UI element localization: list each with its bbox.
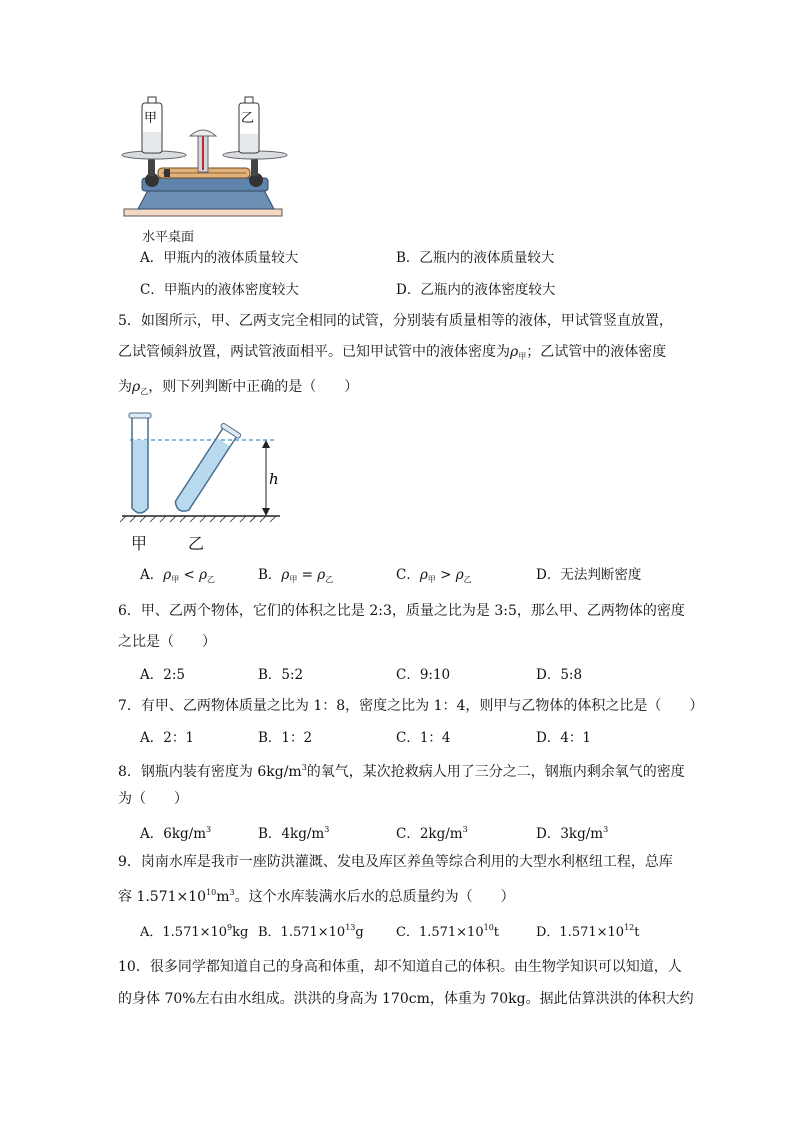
q7-line-1: 7．有甲、乙两物体质量之比为 1：8，密度之比为 1：4，则甲与乙物体的体积之比是（ ） bbox=[118, 698, 704, 714]
bottle-b-label: 乙 bbox=[241, 111, 255, 126]
tube-a-label: 甲 bbox=[131, 534, 148, 553]
q9-option-b[interactable]: B．$1.571\times 10^{13}g$ bbox=[258, 923, 364, 940]
q9-line-1: 9．岗南水库是我市一座防洪灌溉、发电及库区养鱼等综合利用的大型水利枢纽工程，总库 bbox=[118, 854, 673, 870]
q8-option-a[interactable]: A．$6kg/m^3$ bbox=[140, 825, 212, 842]
q8-option-c[interactable]: C．$2kg/m^3$ bbox=[396, 825, 468, 842]
q7-option-c[interactable]: C．1：4 bbox=[396, 730, 451, 746]
table-label: 水平桌面 bbox=[142, 230, 195, 245]
test-tube-b bbox=[170, 423, 241, 516]
q4-option-a[interactable]: A．甲瓶内的液体质量较大 bbox=[140, 250, 299, 266]
q5-line-2: 乙试管倾斜放置，两试管液面相平。已知甲试管中的液体密度为$\rho_甲$；乙试管中的液体密度 bbox=[118, 344, 667, 361]
q5-option-d[interactable]: D．无法判断密度 bbox=[536, 567, 642, 583]
q6-option-c[interactable]: C．9:10 bbox=[396, 667, 451, 683]
q9-option-d[interactable]: D．$1.571\times 10^{12}t$ bbox=[536, 923, 640, 940]
balance-scale-figure bbox=[118, 92, 288, 222]
q9-option-c[interactable]: C．$1.571\times 10^{10}t$ bbox=[396, 923, 500, 940]
tube-b-label: 乙 bbox=[188, 534, 205, 553]
q6-option-b[interactable]: B．5:2 bbox=[258, 667, 304, 683]
q5-option-c[interactable]: C．$\rho_甲 > \rho_乙$ bbox=[396, 567, 472, 584]
q5-line-1: 5．如图所示，甲、乙两支完全相同的试管，分别装有质量相等的液体，甲试管竖直放置， bbox=[118, 313, 673, 329]
q8-line-1: 8．钢瓶内装有密度为 $6kg/m^3$的氧气，某次抢救病人用了三分之二，钢瓶内剩余氧气的密度 bbox=[118, 763, 685, 780]
q7-option-d[interactable]: D．4：1 bbox=[536, 730, 592, 746]
q4-option-c[interactable]: C．甲瓶内的液体密度较大 bbox=[140, 282, 299, 298]
q4-option-b[interactable]: B．乙瓶内的液体质量较大 bbox=[396, 250, 555, 266]
bottle-a-label: 甲 bbox=[144, 111, 158, 126]
q7-option-a[interactable]: A．2：1 bbox=[140, 730, 194, 746]
height-label: h bbox=[269, 470, 279, 488]
q5-option-a[interactable]: A．$\rho_甲 < \rho_乙$ bbox=[140, 567, 216, 584]
q4-option-d[interactable]: D．乙瓶内的液体密度较大 bbox=[396, 282, 556, 298]
q8-option-d[interactable]: D．$3kg/m^3$ bbox=[536, 825, 609, 842]
q9-line-2: 容 $1.571\times 10^{10}m^3$。这个水库装满水后水的总质量约为（ ） bbox=[118, 888, 515, 905]
q6-line-1: 6．甲、乙两个物体，它们的体积之比是 2:3，质量之比为是 3:5，那么甲、乙两物体的密度 bbox=[118, 603, 685, 619]
q10-line-2: 的身体 70%左右由水组成。洪洪的身高为 170cm，体重为 70kg。据此估算洪洪的体积大约 bbox=[118, 991, 694, 1007]
q5-option-b[interactable]: B．$\rho_甲 = \rho_乙$ bbox=[258, 567, 334, 584]
q5-line-3: 为$\rho_乙$，则下列判断中正确的是（ ） bbox=[118, 379, 359, 396]
q6-option-a[interactable]: A．2:5 bbox=[140, 667, 185, 683]
test-tube-a bbox=[129, 413, 151, 513]
q10-line-1: 10．很多同学都知道自己的身高和体重，却不知道自己的体积。由生物学知识可以知道，人 bbox=[118, 959, 682, 975]
q8-option-b[interactable]: B．$4kg/m^3$ bbox=[258, 825, 330, 842]
q8-line-2: 为（ ） bbox=[118, 791, 188, 807]
q9-option-a[interactable]: A．$1.571\times 10^9kg$ bbox=[140, 923, 249, 940]
q6-option-d[interactable]: D．5:8 bbox=[536, 667, 583, 683]
q6-line-2: 之比是（ ） bbox=[118, 634, 216, 650]
q7-option-b[interactable]: B．1：2 bbox=[258, 730, 313, 746]
test-tubes-figure bbox=[118, 408, 288, 523]
